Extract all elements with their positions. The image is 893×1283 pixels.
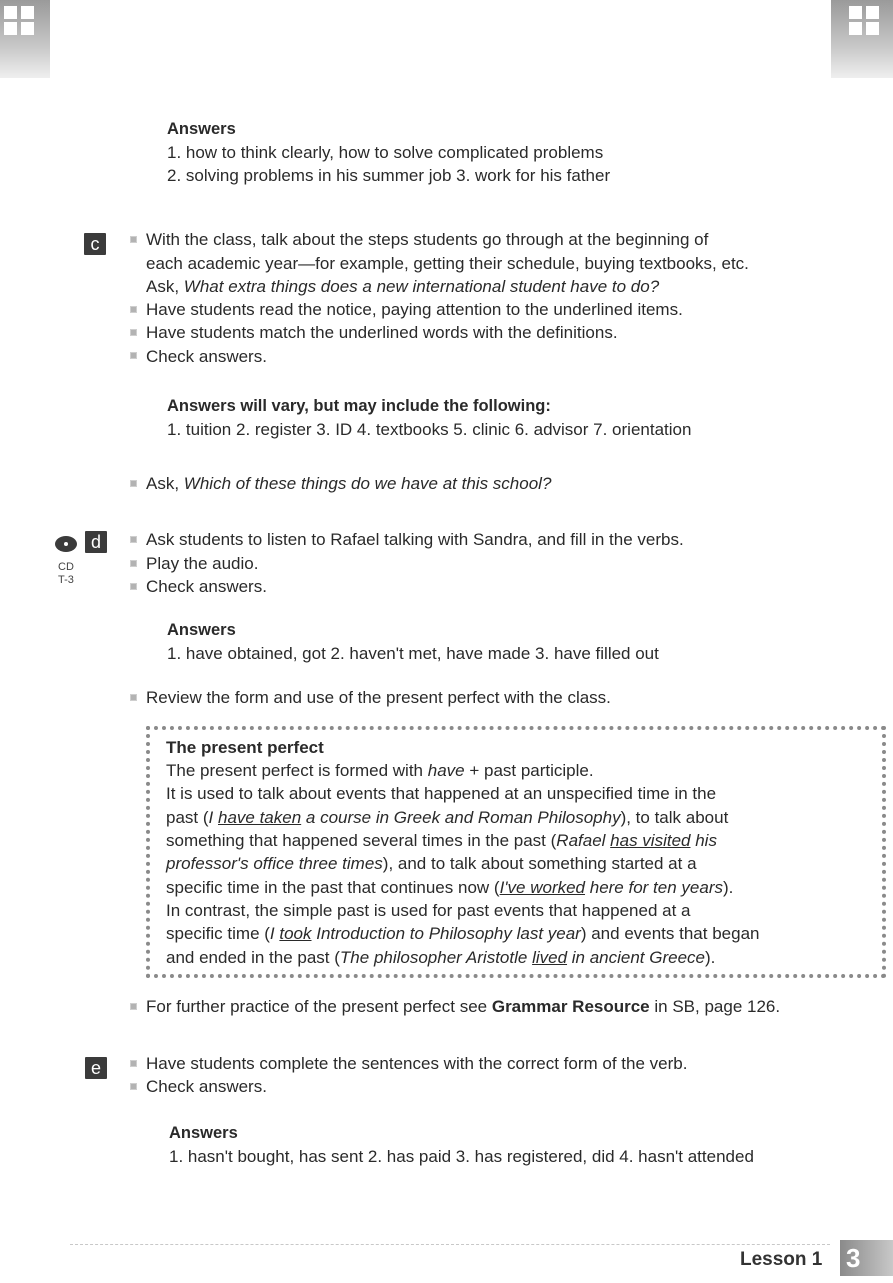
- grammar-box-title: The present perfect: [166, 738, 324, 757]
- instruction-text: each academic year—for example, getting their schedule, buying textbooks, etc.: [146, 254, 749, 273]
- instruction-text: Play the audio.: [146, 554, 259, 573]
- bullet-icon: [130, 536, 137, 543]
- instruction-text: For further practice of the present perfect see Grammar Resource in SB, page 126.: [146, 997, 781, 1016]
- grammar-text: The present perfect is formed with have + past participle.: [166, 761, 594, 780]
- bullet-icon: [130, 694, 137, 701]
- grammar-text: specific time (I took Introduction to Philosophy last year) and events that began: [166, 924, 760, 943]
- bullet-icon: [130, 236, 137, 243]
- answers-heading: Answers: [167, 120, 236, 138]
- corner-decoration-right: [831, 0, 893, 78]
- instruction-text: Ask students to listen to Rafael talking with Sandra, and fill in the verbs.: [146, 530, 684, 549]
- answers-heading: Answers: [169, 1124, 238, 1142]
- bullet-icon: [130, 329, 137, 336]
- section-c-label: c: [84, 233, 106, 255]
- grammar-text: It is used to talk about events that happened at an unspecified time in the: [166, 784, 717, 803]
- instruction-text: Ask, Which of these things do we have at this school?: [146, 474, 552, 493]
- bullet-icon: [130, 583, 137, 590]
- section-e-label: e: [85, 1057, 107, 1079]
- lesson-label: Lesson 1: [740, 1249, 823, 1270]
- grammar-text: past (I have taken a course in Greek and Roman Philosophy), to talk about: [166, 808, 729, 827]
- instruction-text: With the class, talk about the steps students go through at the beginning of: [146, 230, 709, 249]
- corner-decoration-left: [0, 0, 50, 78]
- page-number: 3: [840, 1240, 893, 1276]
- instruction-text: Have students read the notice, paying attention to the underlined items.: [146, 300, 683, 319]
- answers-heading: Answers will vary, but may include the following:: [167, 397, 551, 415]
- answer-line: 1. have obtained, got 2. haven't met, have made 3. have filled out: [167, 644, 659, 663]
- bullet-icon: [130, 1083, 137, 1090]
- section-d-label: d: [85, 531, 107, 553]
- grammar-text: In contrast, the simple past is used for past events that happened at a: [166, 901, 691, 920]
- instruction-text: Ask, What extra things does a new international student have to do?: [146, 277, 660, 296]
- instruction-text: Have students match the underlined words with the definitions.: [146, 323, 618, 342]
- instruction-text: Review the form and use of the present perfect with the class.: [146, 688, 611, 707]
- answer-line: 1. hasn't bought, has sent 2. has paid 3. has registered, did 4. hasn't attended: [169, 1147, 754, 1166]
- answer-line: 2. solving problems in his summer job 3. work for his father: [167, 166, 611, 185]
- instruction-text: Have students complete the sentences with the correct form of the verb.: [146, 1054, 688, 1073]
- cd-label: CD: [58, 561, 74, 573]
- bullet-icon: [130, 480, 137, 487]
- answer-line: 1. how to think clearly, how to solve complicated problems: [167, 143, 604, 162]
- grammar-text: something that happened several times in the past (Rafael has visited his: [166, 831, 717, 850]
- answer-line: 1. tuition 2. register 3. ID 4. textbooks 5. clinic 6. advisor 7. orientation: [167, 420, 692, 439]
- bullet-icon: [130, 306, 137, 313]
- grammar-text: and ended in the past (The philosopher Aristotle lived in ancient Greece).: [166, 948, 716, 967]
- grammar-text: specific time in the past that continues now (I've worked here for ten years).: [166, 878, 734, 897]
- answers-heading: Answers: [167, 621, 236, 639]
- bullet-icon: [130, 1060, 137, 1067]
- cd-track: T-3: [58, 574, 74, 586]
- bullet-icon: [130, 352, 137, 359]
- grammar-text: professor's office three times), and to talk about something started at a: [166, 854, 697, 873]
- bullet-icon: [130, 560, 137, 567]
- bullet-icon: [130, 1003, 137, 1010]
- cd-icon: [55, 536, 77, 552]
- instruction-text: Check answers.: [146, 1077, 267, 1096]
- instruction-text: Check answers.: [146, 577, 267, 596]
- footer-divider: [70, 1244, 830, 1245]
- instruction-text: Check answers.: [146, 347, 267, 366]
